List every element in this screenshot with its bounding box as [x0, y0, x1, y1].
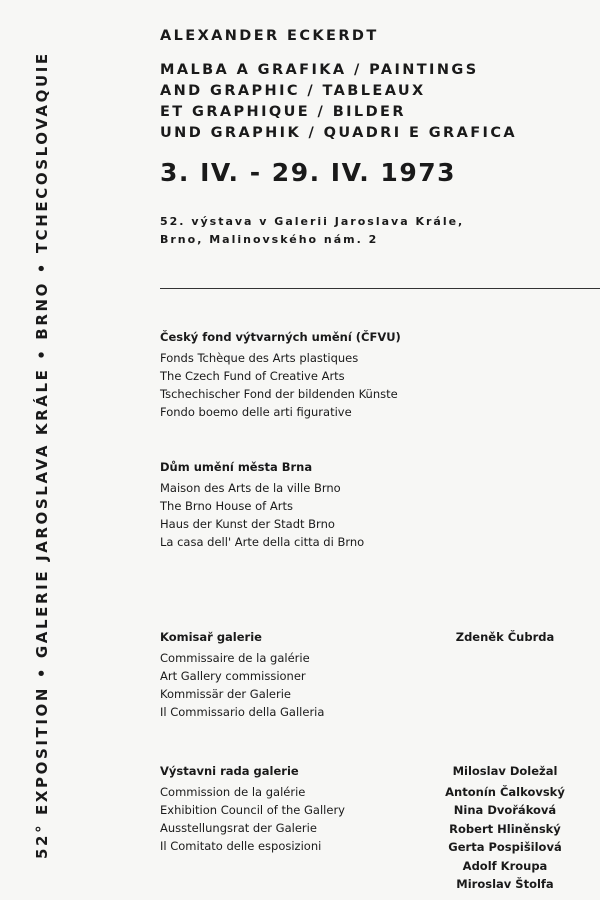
person-name: Antonín Čalkovský [445, 784, 565, 799]
section-line: The Czech Fund of Creative Arts [160, 369, 345, 383]
person-name: Gerta Pospišilová [448, 840, 562, 854]
section-line: Il Comitato delle esposizioni [160, 839, 322, 853]
subtitle-line: MALBA A GRAFIKA / PAINTINGS [160, 62, 479, 78]
subtitle-line: ET GRAPHIQUE / BILDER [160, 104, 406, 120]
person-name: Nina Dvořáková [453, 803, 557, 817]
section-line: Ausstellungsrat der Galerie [160, 821, 317, 835]
section-line: Commission de la galérie [160, 785, 306, 799]
section-heading: Komisař galerie [160, 630, 262, 644]
exhibition-subtitle [160, 60, 517, 144]
person-name: Miroslav Štolfa [456, 877, 554, 891]
section-heading: Dům umění města Brna [160, 460, 313, 474]
person-name: Adolf Kroupa [462, 858, 548, 873]
section-council [160, 762, 345, 855]
exhibition-dates: 3. IV. - 29. IV. 1973 [160, 158, 457, 187]
person-name: Robert Hliněnský [449, 821, 561, 836]
section-line: Commissaire de la galérie [160, 651, 310, 665]
person-name: Miloslav Doležal [452, 764, 558, 778]
section-cfvu [160, 328, 401, 421]
artist-name: ALEXANDER ECKERDT [160, 28, 379, 44]
divider [160, 288, 600, 289]
section-heading: Český fond výtvarných umění (ČFVU) [160, 330, 401, 344]
council-names [440, 762, 570, 894]
venue-line: 52. výstava v Galerii Jaroslava Krále, [160, 215, 465, 228]
vertical-exhibition-banner: 52° EXPOSITION • GALERIE JAROSLAVA KRÁLE • BRNO • TCHECOSLOVAQUIE [33, 51, 51, 860]
section-line: Haus der Kunst der Stadt Brno [160, 517, 335, 531]
section-commissioner [160, 628, 324, 721]
commissioner-names [440, 628, 570, 647]
section-line: Kommissär der Galerie [160, 687, 292, 701]
venue [160, 213, 464, 249]
subtitle-line: AND GRAPHIC / TABLEAUX [160, 83, 426, 99]
section-heading: Výstavni rada galerie [160, 764, 299, 778]
section-line: Il Commissario della Galleria [160, 705, 325, 719]
section-line: Fondo boemo delle arti figurative [160, 405, 352, 419]
section-house-of-arts [160, 458, 364, 551]
subtitle-line: UND GRAPHIK / QUADRI E GRAFICA [160, 125, 517, 141]
section-line: Art Gallery commissioner [160, 669, 306, 683]
section-line: La casa dell' Arte della citta di Brno [160, 535, 365, 549]
section-line: Tschechischer Fond der bildenden Künste [160, 387, 398, 401]
section-line: Fonds Tchèque des Arts plastiques [160, 351, 359, 365]
section-line: Exhibition Council of the Gallery [160, 803, 345, 817]
venue-line: Brno, Malinovského nám. 2 [160, 233, 379, 246]
section-line: Maison des Arts de la ville Brno [160, 481, 341, 495]
person-name: Zdeněk Čubrda [455, 630, 555, 644]
section-line: The Brno House of Arts [160, 499, 293, 513]
